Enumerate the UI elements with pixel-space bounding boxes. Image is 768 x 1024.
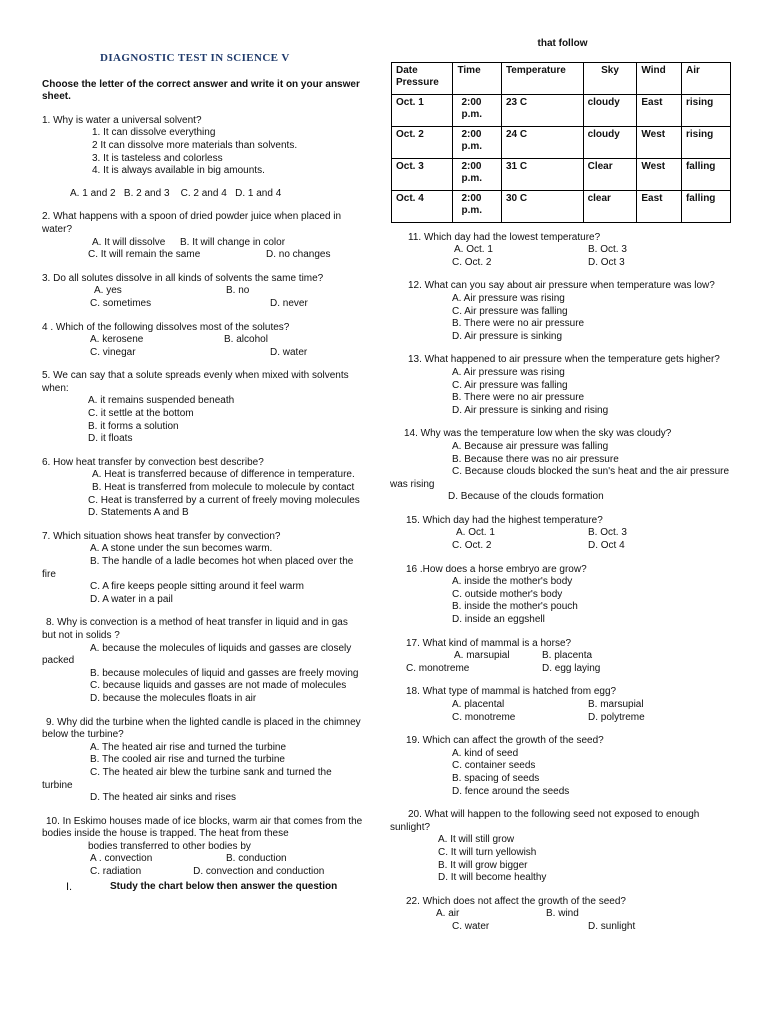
chart-cell: cloudy — [583, 126, 637, 158]
option-c: C. radiation — [90, 866, 142, 878]
option: C. It will turn yellowish — [438, 846, 537, 858]
option: D. It will become healthy — [438, 872, 547, 884]
statement: 4. It is always available in big amounts. — [92, 165, 265, 177]
question-stem: 8. Why is convection is a method of heat transfer in liquid and in gas but not in solids ? — [42, 617, 348, 641]
option-a: A. marsupial — [454, 650, 510, 662]
chart-cell: Oct. 2 — [392, 126, 453, 158]
question-stem: 19. Which can affect the growth of the seed? — [406, 735, 604, 747]
option-d: D. Statements A and B — [88, 507, 189, 519]
option-d: D. egg laying — [542, 662, 601, 674]
chart-cell: Clear — [583, 158, 637, 190]
question-14 — [390, 428, 735, 504]
option: A. kind of seed — [452, 747, 519, 759]
option-d: D. never — [270, 297, 308, 309]
chart-row — [392, 190, 731, 222]
option: C. container seeds — [452, 760, 536, 772]
section-instruction: Study the chart below then answer the question — [110, 880, 338, 892]
option-d: D. A water in a pail — [90, 593, 173, 605]
chart-header-row — [392, 62, 731, 94]
option-d: D. sunlight — [588, 920, 636, 932]
question-11 — [390, 232, 735, 270]
option-a: A. Oct. 1 — [454, 244, 493, 256]
option: B. There were no air pressure — [452, 392, 585, 404]
option: C. Air pressure was falling — [452, 379, 568, 391]
option: B. spacing of seeds — [452, 772, 540, 784]
option: A. it remains suspended beneath — [88, 395, 235, 407]
option: C. it settle at the bottom — [88, 408, 194, 420]
option-b: B. The cooled air rise and turned the turbine — [90, 754, 285, 766]
option-a: A . convection — [90, 853, 153, 865]
question-3 — [42, 273, 364, 311]
chart-cell: 23 C — [501, 94, 583, 126]
question-stem: 3. Do all solutes dissolve in all kinds of solvents the same time? — [42, 272, 324, 284]
option: A. It will still grow — [438, 834, 515, 846]
question-12 — [390, 280, 735, 343]
option-b: B. Heat is transferred from molecule to molecule by contact — [92, 482, 355, 494]
chart-cell: West — [637, 126, 682, 158]
question-10 — [42, 816, 364, 879]
question-16 — [390, 564, 735, 627]
question-2 — [42, 211, 364, 261]
question-stem: 17. What kind of mammal is a horse? — [406, 637, 572, 649]
option-b: B. Oct. 3 — [588, 244, 627, 256]
answer-choices: A. 1 and 2 B. 2 and 3 C. 2 and 4 D. 1 and 4 — [70, 187, 282, 199]
chart-cell: cloudy — [583, 94, 637, 126]
question-9 — [42, 717, 364, 805]
chart-cell: East — [637, 94, 682, 126]
option-c: C. monotreme — [452, 711, 516, 723]
question-6 — [42, 457, 364, 520]
question-stem: 7. Which situation shows heat transfer by convection? — [42, 530, 281, 542]
option-c: C. A fire keeps people sitting around it feel warm — [90, 581, 305, 593]
option: C. outside mother's body — [452, 588, 563, 600]
left-column — [42, 52, 364, 893]
question-19 — [390, 735, 735, 798]
question-8 — [42, 617, 364, 705]
option: D. it floats — [88, 433, 133, 445]
option: D. fence around the seeds — [452, 785, 570, 797]
chart-cell: West — [637, 158, 682, 190]
option-d: D. water — [270, 346, 308, 358]
option-c: C. because liquids and gasses are not made of molecules — [90, 680, 347, 692]
chart-header-cell: Temperature — [501, 62, 583, 94]
option-a: A. A stone under the sun becomes warm. — [90, 543, 273, 555]
option-a: A. because the molecules of liquids and gasses are closely packed — [42, 642, 352, 667]
option-c: C. Heat is transferred by a current of freely moving molecules — [88, 494, 360, 506]
option-c: C. vinegar — [90, 346, 136, 358]
option-c: C. The heated air blew the turbine sank and turned the turbine — [42, 766, 332, 791]
option: D. Air pressure is sinking and rising — [452, 404, 609, 416]
question-13 — [390, 354, 735, 417]
chart-cell: 30 C — [501, 190, 583, 222]
question-stem: 11. Which day had the lowest temperature? — [408, 231, 601, 243]
option-a: A. Because air pressure was falling — [452, 440, 609, 452]
question-5 — [42, 370, 364, 446]
option-b: B. marsupial — [588, 699, 644, 710]
right-column — [390, 38, 735, 945]
chart-cell: Oct. 4 — [392, 190, 453, 222]
option-b: B. wind — [546, 908, 579, 920]
option-d: D. convection and conduction — [193, 866, 325, 878]
option-c: C. Because clouds blocked the sun's heat and the air pressure was rising — [390, 466, 730, 490]
chart-cell: 24 C — [501, 126, 583, 158]
option-d: D. The heated air sinks and rises — [90, 792, 237, 804]
chart-cell: Oct. 3 — [392, 158, 453, 190]
chart-cell: falling — [681, 158, 730, 190]
section-heading — [42, 881, 364, 894]
statement: 3. It is tasteless and colorless — [92, 152, 223, 164]
question-stem: 2. What happens with a spoon of dried powder juice when placed in water? — [42, 211, 342, 235]
option-b: B. placenta — [542, 650, 593, 662]
section-instruction-continued: that follow — [537, 38, 588, 49]
chart-cell: 2:00 p.m. — [453, 158, 501, 190]
question-stem: 6. How heat transfer by convection best describe? — [42, 456, 264, 468]
question-15 — [390, 515, 735, 553]
chart-cell: Oct. 1 — [392, 94, 453, 126]
chart-row — [392, 126, 731, 158]
question-stem: 13. What happened to air pressure when the temperature gets higher? — [408, 354, 720, 366]
option-b: B. Oct. 3 — [588, 527, 627, 539]
chart-header-cell: Air — [681, 62, 730, 94]
question-stem: 18. What type of mammal is hatched from egg? — [406, 686, 617, 698]
section-number: I. — [66, 880, 73, 893]
question-22 — [390, 896, 735, 934]
question-1 — [42, 115, 364, 201]
chart-cell: falling — [681, 190, 730, 222]
option-d: D. no changes — [266, 249, 331, 261]
option-b: B. conduction — [226, 853, 287, 865]
option-a: A. The heated air rise and turned the turbine — [90, 741, 287, 753]
option-b: B. It will change in color — [180, 236, 286, 248]
question-4 — [42, 322, 364, 360]
chart-header-cell: Wind — [637, 62, 682, 94]
option: B. There were no air pressure — [452, 318, 585, 330]
question-stem: 15. Which day had the highest temperature? — [406, 514, 603, 526]
chart-cell: 2:00 p.m. — [453, 126, 501, 158]
option: D. inside an eggshell — [452, 614, 545, 626]
statement: 1. It can dissolve everything — [92, 127, 216, 139]
chart-cell: 2:00 p.m. — [453, 190, 501, 222]
option-b: B. Because there was no air pressure — [452, 453, 619, 465]
option-c: C. water — [452, 920, 490, 932]
chart-cell: 31 C — [501, 158, 583, 190]
option-b: B. The handle of a ladle becomes hot when placed over the fire — [42, 556, 354, 580]
option-a: A. air — [436, 908, 460, 920]
chart-cell: rising — [681, 126, 730, 158]
question-stem-continued: bodies transferred to other bodies by — [88, 840, 251, 852]
chart-row — [392, 94, 731, 126]
option-c: C. Oct. 2 — [452, 256, 492, 268]
chart-cell: clear — [583, 190, 637, 222]
question-20 — [390, 809, 735, 885]
question-stem: 12. What can you say about air pressure when temperature was low? — [408, 280, 715, 292]
chart-cell: East — [637, 190, 682, 222]
statement: 2 It can dissolve more materials than solvents. — [92, 139, 298, 151]
option-c: C. sometimes — [90, 297, 152, 309]
option-a: A. Oct. 1 — [456, 527, 495, 539]
option: A. inside the mother's body — [452, 576, 573, 588]
question-stem: 16 .How does a horse embryo are grow? — [406, 563, 587, 575]
option: B. inside the mother's pouch — [452, 601, 578, 613]
question-7 — [42, 531, 364, 607]
question-stem: 20. What will happen to the following seed not exposed to enough sunlight? — [390, 809, 700, 833]
question-18 — [390, 686, 735, 724]
option: A. Air pressure was rising — [452, 366, 565, 378]
option-d: D. Oct 4 — [588, 540, 625, 552]
option-b: B. alcohol — [224, 334, 268, 346]
option-c: C. monotreme — [406, 662, 470, 674]
option: A. Air pressure was rising — [452, 292, 565, 304]
question-stem: 4 . Which of the following dissolves most of the solutes? — [42, 321, 290, 333]
page-title: DIAGNOSTIC TEST IN SCIENCE V — [100, 52, 290, 64]
option-a: A. placental — [452, 699, 505, 710]
chart-cell: rising — [681, 94, 730, 126]
option-d: D. Because of the clouds formation — [448, 491, 604, 503]
option-c: C. Oct. 2 — [452, 540, 492, 552]
question-17 — [390, 638, 735, 676]
question-stem: 10. In Eskimo houses made of ice blocks, warm air that comes from the bodies inside the house is trapped. The heat from these — [42, 815, 363, 840]
option-a: A. kerosene — [90, 334, 144, 346]
chart-header-cell: Time — [453, 62, 501, 94]
option-b: B. no — [226, 285, 250, 297]
option-a: A. yes — [94, 285, 122, 297]
question-stem: 22. Which does not affect the growth of the seed? — [406, 895, 626, 907]
option-c: C. It will remain the same — [88, 249, 201, 261]
option-a: A. It will dissolve — [92, 236, 166, 248]
option: B. It will grow bigger — [438, 859, 528, 871]
option-d: D. polytreme — [588, 711, 645, 723]
question-stem: 9. Why did the turbine when the lighted candle is placed in the chimney below the turbine? — [42, 716, 361, 741]
weather-chart — [391, 62, 731, 223]
option: C. Air pressure was falling — [452, 305, 568, 317]
instructions: Choose the letter of the correct answer and write it on your answer sheet. — [42, 78, 360, 103]
option-d: D. because the molecules floats in air — [90, 692, 257, 704]
option: D. Air pressure is sinking — [452, 330, 563, 342]
question-stem: 1. Why is water a universal solvent? — [42, 114, 202, 126]
chart-header-cell: Sky — [583, 62, 637, 94]
question-stem: 14. Why was the temperature low when the sky was cloudy? — [404, 428, 672, 440]
option-b: B. because molecules of liquid and gasses are freely moving — [90, 667, 359, 679]
option: B. it forms a solution — [88, 420, 179, 432]
chart-cell: 2:00 p.m. — [453, 94, 501, 126]
question-stem: 5. We can say that a solute spreads evenly when mixed with solvents when: — [42, 370, 349, 394]
option-d: D. Oct 3 — [588, 256, 625, 268]
chart-header-cell: Date Pressure — [392, 62, 453, 94]
chart-row — [392, 158, 731, 190]
options-c-d — [42, 866, 364, 879]
option-a: A. Heat is transferred because of difference in temperature. — [92, 469, 355, 481]
